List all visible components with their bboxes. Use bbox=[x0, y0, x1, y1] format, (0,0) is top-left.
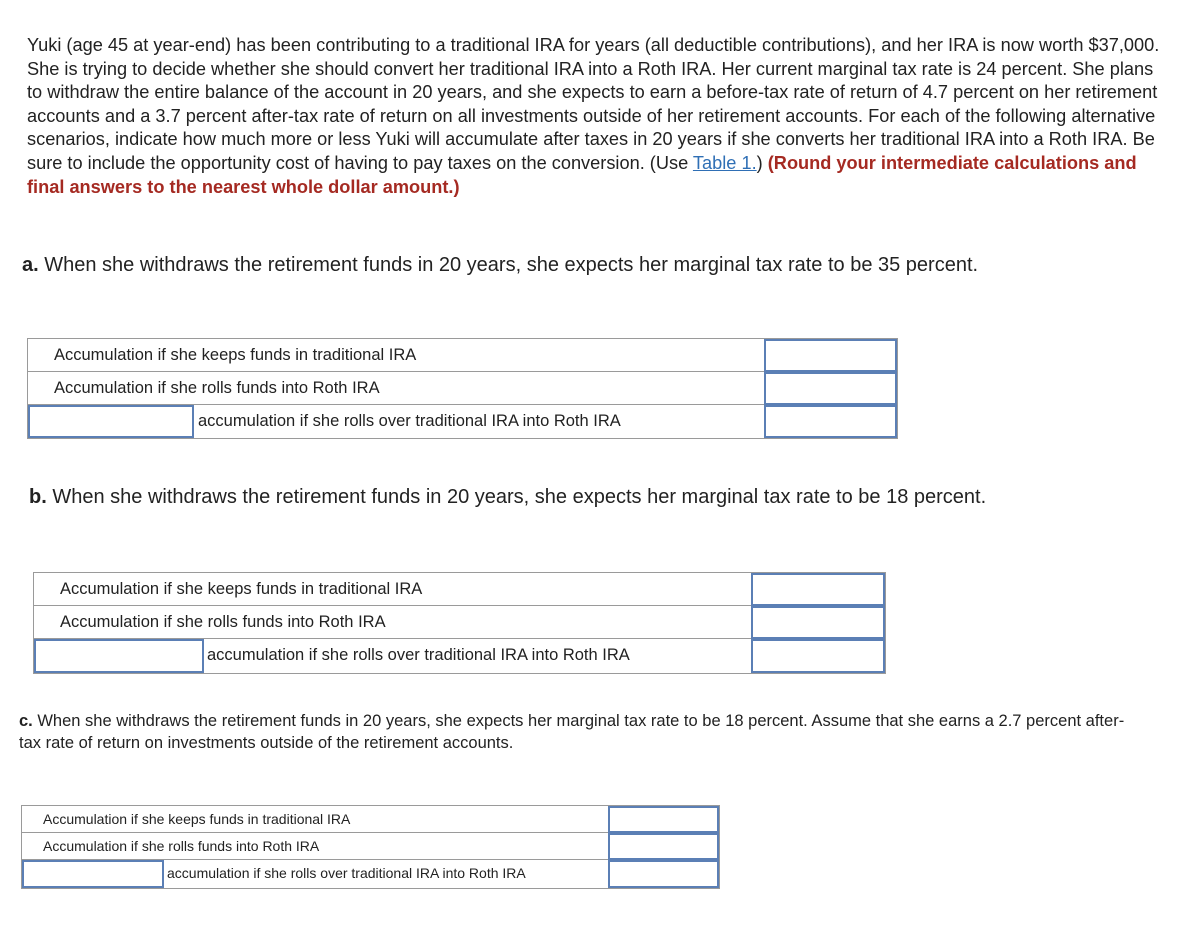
answer-table-b bbox=[33, 572, 886, 674]
question-c-text: When she withdraws the retirement funds in 20 years, she expects her marginal tax rate to be 18 percent. Assume that she earns a 2.7 percent after-tax rate of return on investments outside of the retirement accounts. bbox=[19, 712, 1125, 752]
table-a-keep-input[interactable] bbox=[764, 339, 897, 372]
rounding-instruction: (Round your intermediate calculations and final answers to the nearest whole dollar amount.) bbox=[27, 152, 1137, 197]
table-b-row-keep bbox=[34, 573, 885, 606]
table-b-keep-label: Accumulation if she keeps funds in traditional IRA bbox=[60, 580, 423, 598]
table-a-more-less-select[interactable] bbox=[28, 405, 194, 438]
table-a-row-keep bbox=[28, 339, 897, 372]
question-b bbox=[29, 484, 986, 510]
table-c-more-less-select[interactable] bbox=[22, 860, 164, 888]
table-a-roth-input[interactable] bbox=[764, 372, 897, 405]
question-b-text: When she withdraws the retirement funds in 20 years, she expects her marginal tax rate to be 18 percent. bbox=[52, 486, 987, 508]
question-b-letter: b. bbox=[29, 486, 47, 508]
problem-text: Yuki (age 45 at year-end) has been contributing to a traditional IRA for years (all deductible contributions), and her IRA is now worth $37,000. She is trying to decide whether she should convert her traditional IRA into a Roth IRA. Her current marginal tax rate is 24 percent. She plans to withdraw the entire balance of the account in 20 years, and she expects to earn a before-tax rate of return of 4.7 percent on her retirement accounts and a 3.7 percent after-tax rate of return on all investments outside of her retirement accounts. For each of the following alternative scenarios, indicate how much more or less Yuki will accumulate after taxes in 20 years if she converts her traditional IRA into a Roth IRA. Be sure to include the opportunity cost of having to pay taxes on the conversion. (Use bbox=[27, 35, 1160, 173]
table-b-roth-label: Accumulation if she rolls funds into Roth IRA bbox=[60, 613, 386, 631]
table-b-diff-input[interactable] bbox=[751, 639, 885, 673]
table-b-more-less-select[interactable] bbox=[34, 639, 204, 673]
table-a-row-diff bbox=[28, 405, 897, 438]
table-b-row-roth bbox=[34, 606, 885, 639]
table-1-link[interactable]: Table 1. bbox=[692, 152, 757, 173]
problem-text-end: ) bbox=[756, 152, 763, 173]
table-a-keep-label: Accumulation if she keeps funds in traditional IRA bbox=[54, 346, 417, 364]
table-b-roth-input[interactable] bbox=[751, 606, 885, 639]
table-c-row-roth bbox=[22, 833, 719, 860]
question-c bbox=[19, 710, 1139, 754]
table-a-diff-label: accumulation if she rolls over traditional IRA into Roth IRA bbox=[198, 412, 621, 430]
answer-table-c bbox=[21, 805, 720, 889]
problem-statement bbox=[27, 34, 1167, 199]
table-c-diff-input[interactable] bbox=[608, 860, 719, 888]
table-b-row-diff bbox=[34, 639, 885, 673]
table-c-diff-label: accumulation if she rolls over traditional IRA into Roth IRA bbox=[167, 865, 526, 881]
table-c-keep-label: Accumulation if she keeps funds in traditional IRA bbox=[43, 811, 351, 827]
question-c-letter: c. bbox=[19, 712, 33, 730]
table-c-keep-input[interactable] bbox=[608, 806, 719, 833]
table-c-roth-label: Accumulation if she rolls funds into Roth IRA bbox=[43, 838, 320, 854]
table-b-diff-label: accumulation if she rolls over traditional IRA into Roth IRA bbox=[207, 646, 630, 664]
table-c-row-diff bbox=[22, 860, 719, 888]
table-b-keep-input[interactable] bbox=[751, 573, 885, 606]
table-c-row-keep bbox=[22, 806, 719, 833]
table-c-roth-input[interactable] bbox=[608, 833, 719, 860]
table-a-row-roth bbox=[28, 372, 897, 405]
question-a-text: When she withdraws the retirement funds in 20 years, she expects her marginal tax rate to be 35 percent. bbox=[44, 254, 979, 276]
question-a bbox=[22, 252, 978, 278]
table-a-diff-input[interactable] bbox=[764, 405, 897, 438]
table-a-roth-label: Accumulation if she rolls funds into Roth IRA bbox=[54, 379, 380, 397]
question-a-letter: a. bbox=[22, 254, 39, 276]
answer-table-a bbox=[27, 338, 898, 439]
